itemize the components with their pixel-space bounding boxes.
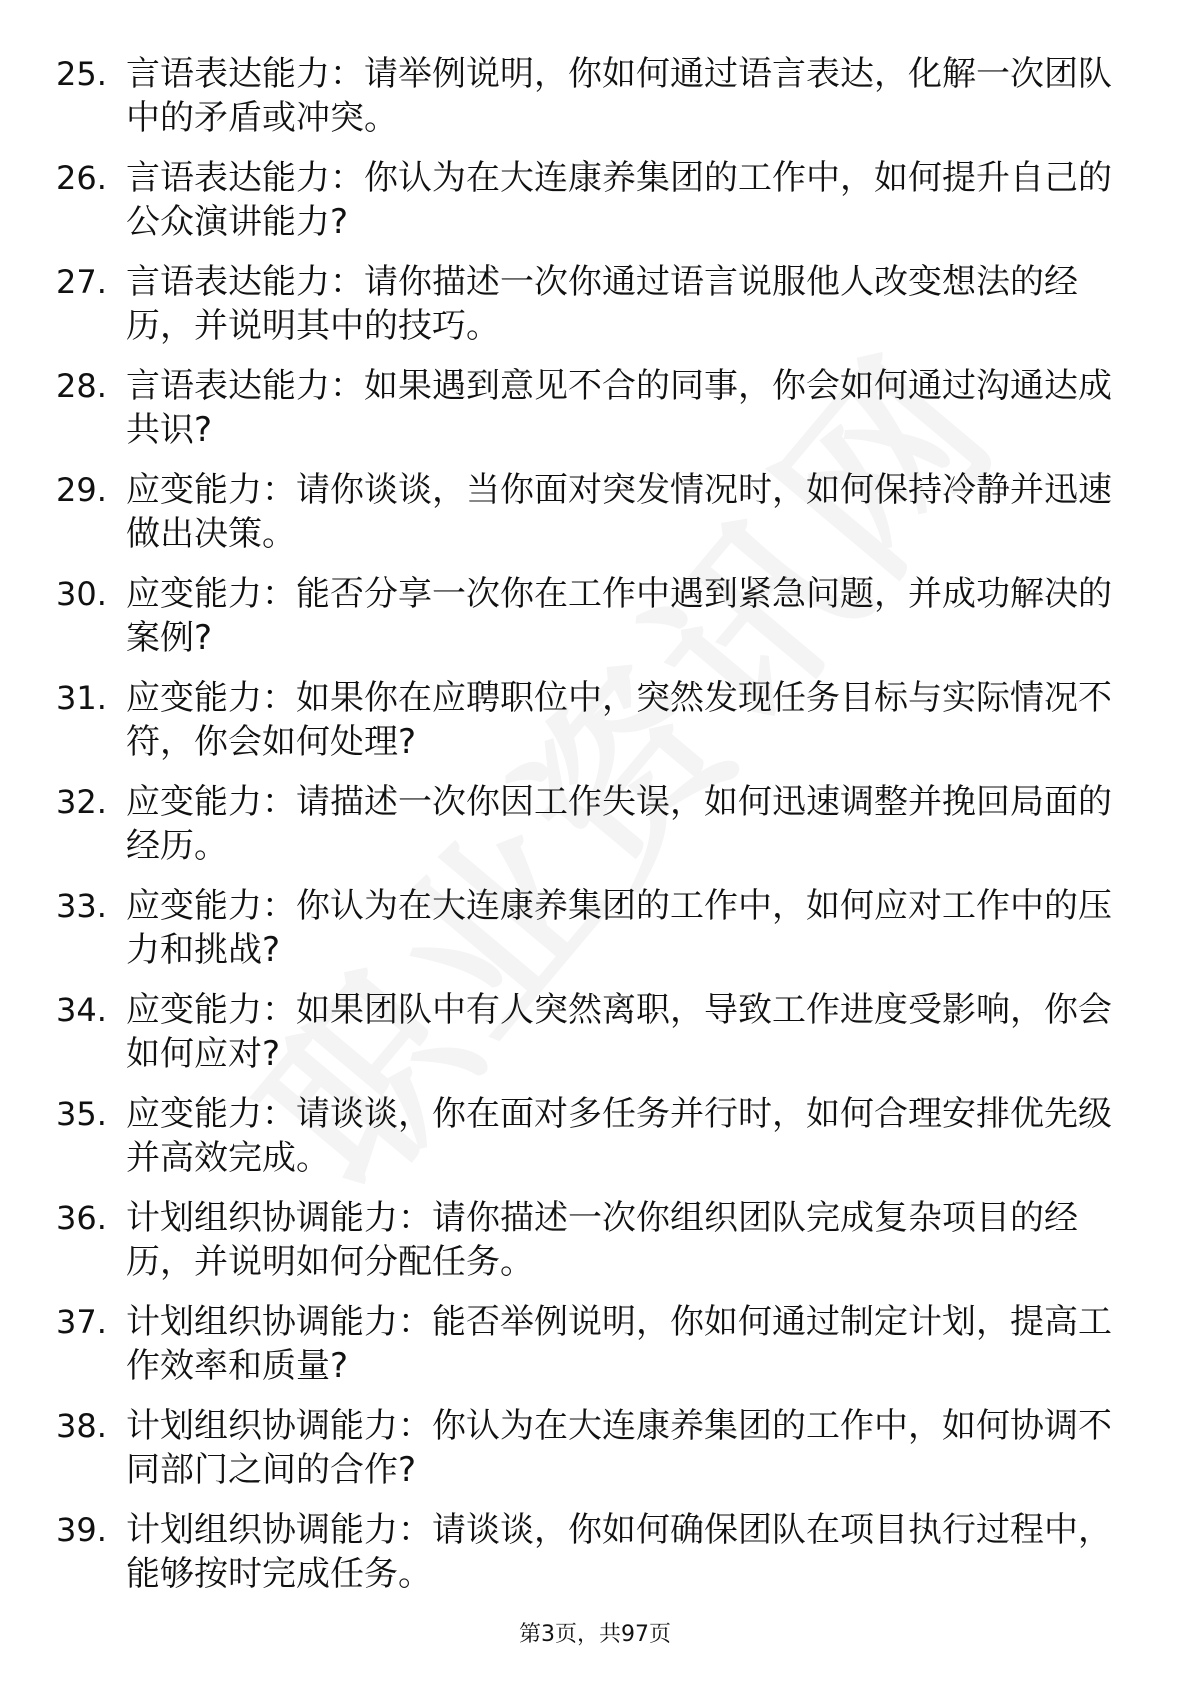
list-item [0,676,1190,780]
question-number: 27. [56,263,107,301]
list-item [0,468,1190,572]
question-number: 31. [56,679,107,717]
question-text: 言语表达能力：你认为在大连康养集团的工作中，如何提升自己的公众演讲能力? [126,158,1112,242]
question-number: 28. [56,367,107,405]
question-number: 35. [56,1095,107,1133]
question-text: 计划组织协调能力：能否举例说明，你如何通过制定计划，提高工作效率和质量? [126,1302,1112,1386]
question-text: 计划组织协调能力：请你描述一次你组织团队完成复杂项目的经历，并说明如何分配任务。 [126,1198,1078,1282]
question-text: 计划组织协调能力：你认为在大连康养集团的工作中，如何协调不同部门之间的合作? [126,1406,1112,1490]
question-text: 计划组织协调能力：请谈谈，你如何确保团队在项目执行过程中，能够按时完成任务。 [126,1510,1112,1594]
page-footer: 第3页，共97页 [519,1622,671,1647]
question-text: 言语表达能力：请你描述一次你通过语言说服他人改变想法的经历，并说明其中的技巧。 [126,262,1078,346]
question-text: 应变能力：能否分享一次你在工作中遇到紧急问题，并成功解决的案例? [126,574,1112,658]
question-number: 26. [56,159,107,197]
question-text: 应变能力：如果团队中有人突然离职，导致工作进度受影响，你会如何应对? [126,990,1112,1074]
question-number: 29. [56,471,107,509]
question-text: 应变能力：请描述一次你因工作失误，如何迅速调整并挽回局面的经历。 [126,782,1112,866]
question-text: 应变能力：请谈谈，你在面对多任务并行时，如何合理安排优先级并高效完成。 [126,1094,1112,1178]
list-item [0,52,1190,156]
list-item [0,988,1190,1092]
question-text: 言语表达能力：如果遇到意见不合的同事，你会如何通过沟通达成共识? [126,366,1112,450]
list-item [0,572,1190,676]
question-number: 36. [56,1199,107,1237]
list-item [0,1300,1190,1404]
question-text: 言语表达能力：请举例说明，你如何通过语言表达，化解一次团队中的矛盾或冲突。 [126,54,1112,138]
question-number: 39. [56,1511,107,1549]
list-item [0,1404,1190,1508]
question-number: 38. [56,1407,107,1445]
question-text: 应变能力：你认为在大连康养集团的工作中，如何应对工作中的压力和挑战? [126,886,1112,970]
question-number: 30. [56,575,107,613]
question-number: 34. [56,991,107,1029]
list-item [0,1092,1190,1196]
list-item [0,260,1190,364]
question-text: 应变能力：请你谈谈，当你面对突发情况时，如何保持冷静并迅速做出决策。 [126,470,1112,554]
list-item [0,364,1190,468]
list-item [0,1196,1190,1300]
list-item [0,156,1190,260]
question-list [0,52,1190,1612]
question-number: 32. [56,783,107,821]
question-number: 25. [56,55,107,93]
question-text: 应变能力：如果你在应聘职位中，突然发现任务目标与实际情况不符，你会如何处理? [126,678,1112,762]
question-number: 37. [56,1303,107,1341]
list-item [0,884,1190,988]
question-number: 33. [56,887,107,925]
list-item [0,1508,1190,1612]
list-item [0,780,1190,884]
